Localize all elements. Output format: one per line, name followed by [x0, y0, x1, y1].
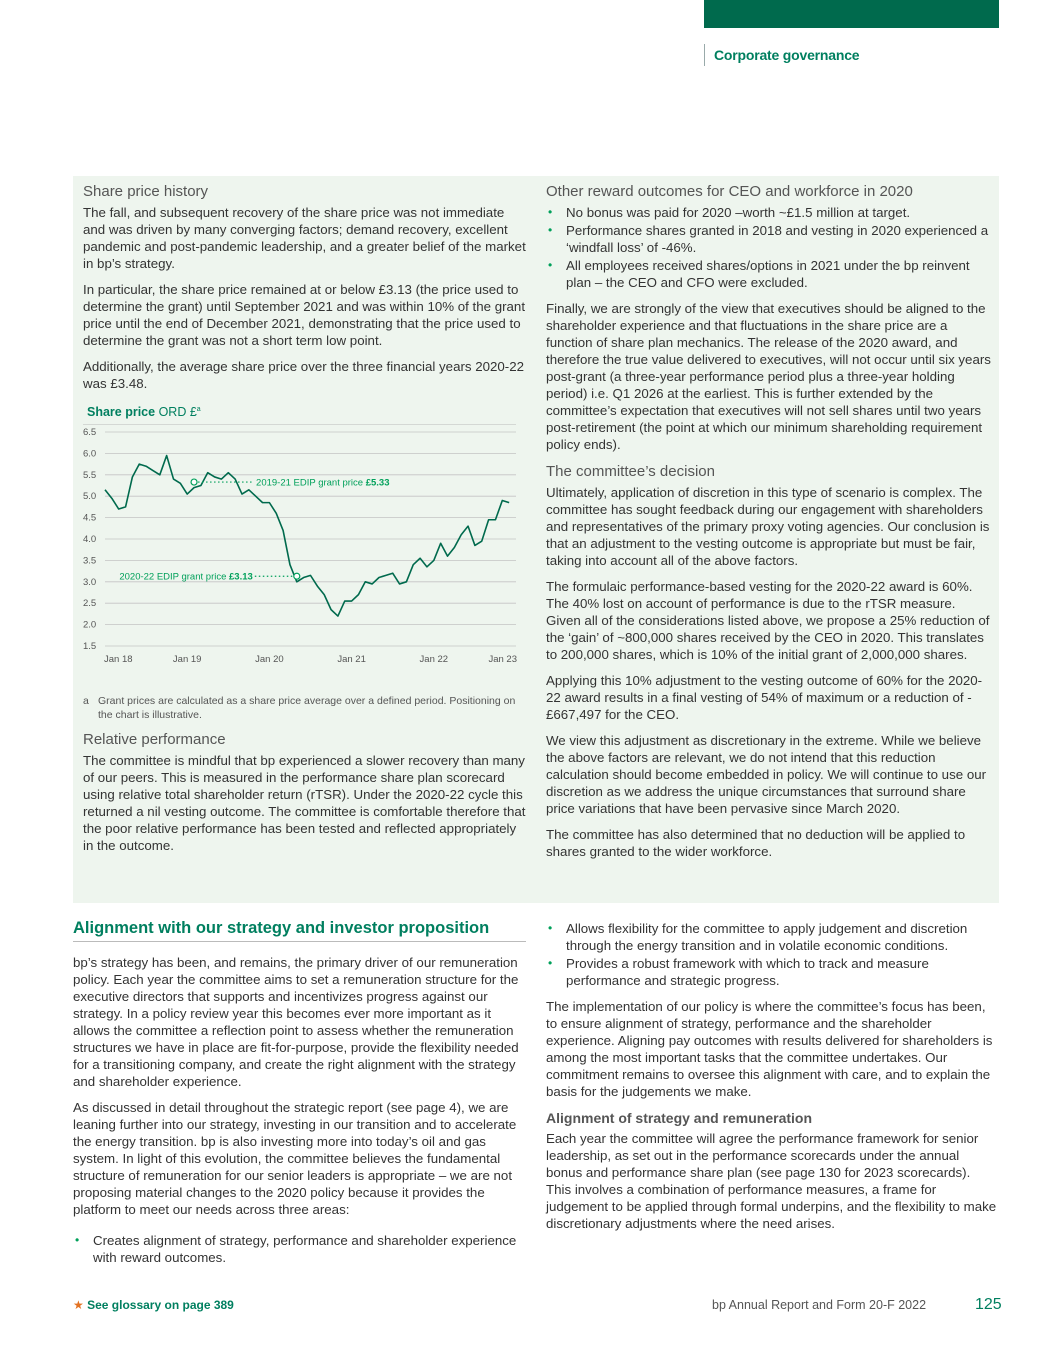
paragraph: Applying this 10% adjustment to the vesting outcome of 60% for the 2020-22 award results in a final vesting of 54% of maximum or a reduction of -£667,497 for the CEO.	[546, 673, 983, 722]
x-tick-label: Jan 19	[172, 654, 202, 666]
report-title: bp Annual Report and Form 20-F 2022	[712, 1298, 927, 1312]
top-brand-bar	[704, 0, 999, 28]
committee-decision-heading: The committee’s decision	[546, 463, 715, 480]
paragraph: Finally, we are strongly of the view that executives should be aligned to the shareholder experience and that fluctuations in the share price are a function of share plan mechanics. The release of the 2020 award, and therefore the true value delivered to executives, will not occur until six years post-grant (a three-year performance period plus a three-year holding period) i.e. Q1 2026 at the earliest. This is further extended by the committee’s expectation that executives will not sell shares until two years post-retirement (the point at which our minimum shareholding requirement policy ends).	[546, 301, 991, 452]
x-tick-label: Jan 18	[104, 654, 133, 666]
grant-price-marker	[191, 479, 197, 485]
x-tick-label: Jan 21	[337, 654, 366, 666]
other-reward-heading: Other reward outcomes for CEO and workforce in 2020	[546, 183, 913, 200]
paragraph: bp’s strategy has been, and remains, the primary driver of our remuneration policy. Each year the committee aims to set a remuneration structure for the executive directors that supports and incentivizes progress against our strategy. In a policy review year this becomes ever more important as it allows the committee a reflection point to assess whether the remuneration structures we have in place are fit-for-purpose, provide the flexibility needed for a transitioning company, and create the right alignment with the strategy and shareholder experience.	[73, 955, 519, 1089]
y-tick-label: 2.5	[83, 598, 97, 610]
alignment-heading: Alignment with our strategy and investor proposition	[73, 920, 526, 942]
paragraph: The committee is mindful that bp experienced a slower recovery than many of our peers. This is measured in the performance share plan scorecard using relative total shareholder return (rTSR). Under the 2020-22 cycle this returned a nil vesting outcome. The committee is comfortable therefore that the poor relative performance has been tested and reflected appropriately in the outcome.	[83, 753, 526, 854]
chart-footnote	[83, 694, 526, 722]
paragraph: The committee has also determined that no deduction will be applied to shares granted to the wider workforce.	[546, 827, 966, 859]
footnote-letter: a	[83, 695, 89, 708]
grant-price-label	[256, 478, 389, 489]
paragraph: Each year the committee will agree the performance framework for senior leadership, as set out in the performance scorecards under the annual bonus and performance share plan (see page 130 for 2023 scorecards). This involves a combination of performance measures, a frame for judgement to be applied through formal underpins, and the flexibility to make discretionary adjustments where the need arises.	[546, 1131, 997, 1231]
grant-price-value: £3.13	[229, 571, 253, 583]
y-tick-label: 5.5	[83, 469, 97, 481]
grant-price-marker	[294, 573, 300, 579]
grant-price-value: £5.33	[365, 477, 390, 489]
grant-price-label-text: 2020-22 EDIP grant price	[119, 571, 230, 583]
list-item: • Performance shares granted in 2018 and vesting in 2020 experienced a ‘windfall loss’ of -46%.	[546, 222, 992, 256]
chart-title-sup: a	[196, 406, 201, 413]
paragraph: The formulaic performance-based vesting for the 2020-22 award is 60%. The 40% lost on account of performance is due to the rTSR measure. Given all of the considerations listed above, we propose a 25% reduction of the ‘gain’ of ~800,000 shares received by the CEO in 2020. This translates to 200,000 shares, which is 10% of the initial grant of 2,000,000 shares.	[546, 579, 990, 662]
x-tick-label: Jan 23	[488, 654, 517, 666]
y-tick-label: 4.0	[83, 534, 97, 546]
paragraph: We view this adjustment as discretionary in the extreme. While we believe the above factors are relevant, we do not intend that this reduction calculation should become embedded in policy. We will continue to use our discretion as we address the unique circumstances that surround share price variations that have been pervasive since March 2020.	[546, 733, 987, 816]
chart-title	[87, 401, 526, 421]
grant-price-label-text: 2019-21 EDIP grant price	[256, 477, 366, 489]
paragraph: In particular, the share price remained at or below £3.13 (the price used to determine the grant) until September 2021 and was within 10% of the grant price until the end of December 2021, demonstrating that the price used to determine the grant was not a short term low point.	[83, 282, 526, 348]
paragraph: Ultimately, application of discretion in this type of scenario is complex. The committee has sought feedback during our engagement with shareholders and representatives of the primary proxy voting agencies. Our conclusion is that an adjustment to the vesting outcome is appropriate but must be fair, taking into account all of the above factors.	[546, 485, 990, 568]
y-tick-label: 1.5	[83, 641, 97, 653]
paragraph: As discussed in detail throughout the strategic report (see page 4), we are leaning further into our strategy, investing in our transition and to accelerate the energy transition. bp is also investing more into today’s oil and gas system. In light of this evolution, the committee believes the fundamental structure of remuneration for our senior leaders is appropriate – we are not proposing material changes to the 2020 policy because it provides the platform to meet our needs across three areas:	[73, 1100, 517, 1217]
list-item: • Provides a robust framework with which to track and measure performance and strategic progress.	[546, 955, 998, 989]
x-tick-label: Jan 22	[419, 654, 449, 666]
left-panel-column	[83, 182, 526, 863]
list-item: • All employees received shares/options in 2021 under the bp reinvent plan – the CEO and CFO were excluded.	[546, 257, 992, 291]
y-tick-label: 4.5	[83, 512, 97, 524]
reward-bullet-list	[546, 204, 992, 291]
y-tick-label: 3.5	[83, 555, 97, 567]
list-item: • No bonus was paid for 2020 –worth ~£1.5 million at target.	[546, 204, 992, 221]
y-tick-label: 2.0	[83, 619, 97, 631]
share-price-history-heading: Share price history	[83, 183, 209, 200]
footnote-text: Grant prices are calculated as a share price average over a defined period. Positioning on the chart is illustrative.	[98, 695, 516, 722]
alignment-right-column	[546, 920, 998, 1241]
y-tick-label: 6.5	[83, 427, 97, 439]
glossary-text: See glossary on page 389	[87, 1298, 234, 1312]
section-label: Corporate governance	[704, 44, 859, 66]
y-tick-label: 5.0	[83, 491, 97, 503]
x-tick-label: Jan 20	[255, 654, 284, 666]
y-tick-label: 6.0	[83, 448, 97, 460]
chart-title-rest: ORD £	[155, 405, 197, 420]
page-number: 125	[975, 1296, 1002, 1313]
share-price-chart	[83, 424, 526, 686]
grant-price-label	[119, 572, 252, 583]
paragraph: The fall, and subsequent recovery of the share price was not immediate and was driven by many converging factors; demand recovery, excellent pandemic and post-pandemic leadership, and a greater belief of the market in bp’s strategy.	[83, 205, 526, 271]
paragraph: The implementation of our policy is where the committee’s focus has been, to ensure alignment of strategy, performance and the shareholder experience. Aligning pay outcomes with results delivered for shareholders is among the most important tasks that the committee undertakes. Our commitment remains to oversee this alignment with care, and to explain the basis for the judgements we make.	[546, 999, 993, 1099]
right-panel-column	[546, 182, 992, 869]
alignment-bullet-list-2	[546, 920, 998, 989]
glossary-link[interactable]	[73, 1298, 234, 1312]
list-item: • Creates alignment of strategy, performance and shareholder experience with reward outcomes.	[73, 1232, 526, 1266]
alignment-left-column	[73, 920, 526, 1275]
alignment-bullet-list	[73, 1232, 526, 1266]
list-item: • Allows flexibility for the committee to apply judgement and discretion through the energy transition and in volatile economic conditions.	[546, 920, 998, 954]
chart-title-bold: Share price	[87, 405, 156, 420]
alignment-subheading: Alignment of strategy and remuneration	[546, 1110, 813, 1126]
relative-performance-heading: Relative performance	[83, 731, 226, 749]
y-tick-label: 3.0	[83, 576, 97, 588]
glossary-star-icon: ★	[73, 1298, 84, 1312]
paragraph: Additionally, the average share price over the three financial years 2020-22 was £3.48.	[83, 359, 525, 391]
